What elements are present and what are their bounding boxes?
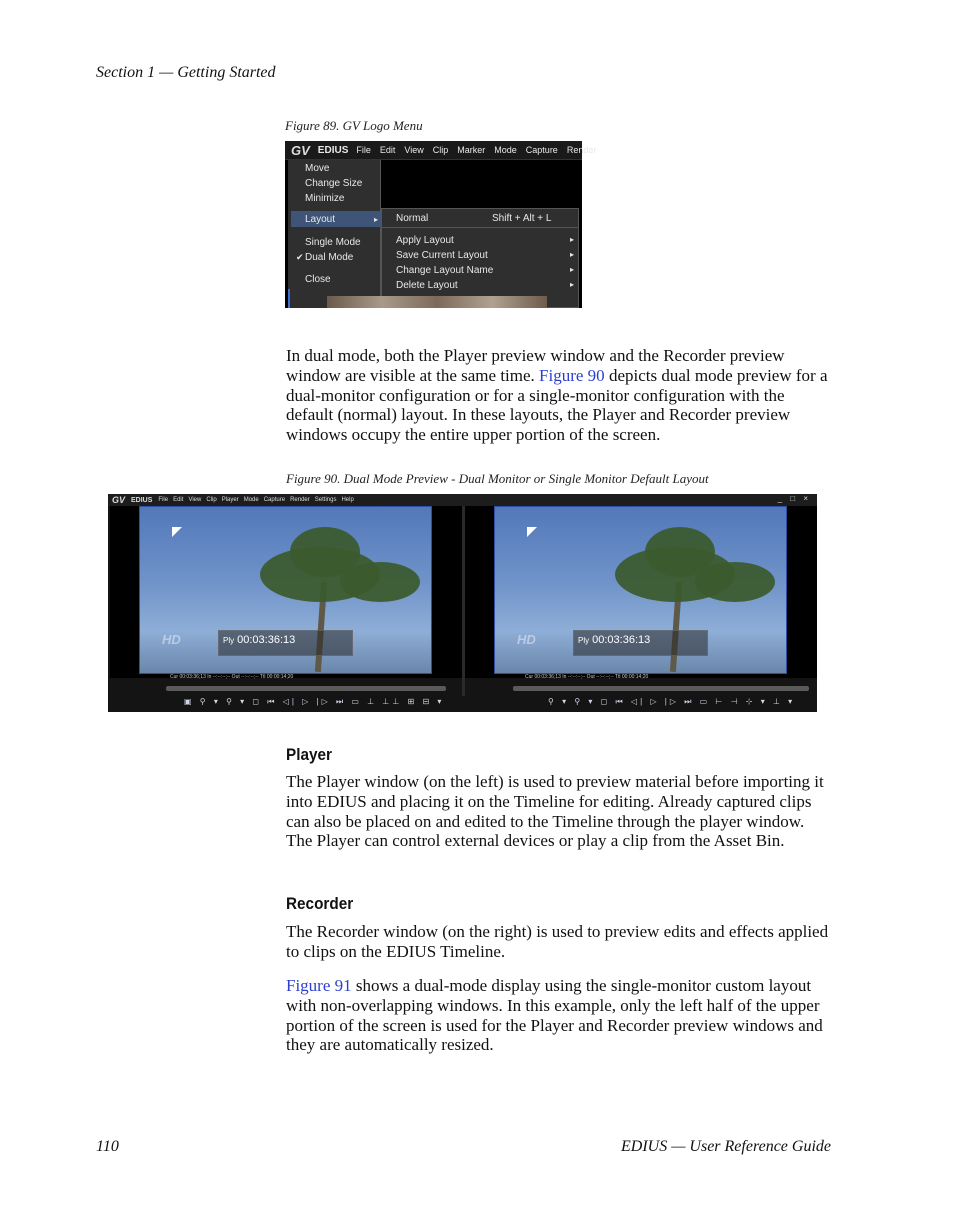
- menu-capture[interactable]: Capture: [263, 497, 286, 503]
- paragraph-dual-mode: [286, 346, 832, 445]
- menu-view[interactable]: View: [188, 497, 202, 503]
- hd-logo: HD: [162, 632, 181, 647]
- submenu-arrow-icon: ▸: [570, 235, 575, 244]
- recorder-controls[interactable]: ⚲ ▾ ⚲ ▾ ◻ ⏮ ◁| ▷ |▷ ⏭ ▭ ⊢ ⊣ ⊹ ▾ ⊥ ▾: [548, 697, 796, 706]
- palm-frond: [695, 562, 775, 602]
- background-image-strip: [327, 296, 547, 308]
- menu-item-close[interactable]: Close: [305, 274, 331, 285]
- page-number: 110: [96, 1138, 119, 1155]
- menu-render[interactable]: Render: [290, 497, 310, 503]
- timecode-label: Ply: [578, 636, 590, 645]
- guide-title: EDIUS — User Reference Guide: [620, 1138, 831, 1155]
- submenu-item-normal[interactable]: Normal: [396, 213, 429, 224]
- palm-frond: [340, 562, 420, 602]
- figure-90-dual-mode-preview: [108, 494, 817, 712]
- check-icon: ✔: [296, 252, 304, 262]
- recorder-video: [494, 506, 787, 674]
- menu-player[interactable]: Player: [221, 497, 239, 503]
- window-controls[interactable]: _ □ ×: [777, 494, 811, 503]
- player-paragraph: The Player window (on the left) is used to preview material before importing it into EDIUS and placing it on the Timeline for editing. Already captured clips can also be placed on and edited to the Timeline through the player window. The Player can control external devices or play a clip from the Asset Bin.: [286, 772, 824, 851]
- menu-item-dual-mode[interactable]: Dual Mode: [305, 252, 354, 263]
- marker-flag-icon: [527, 527, 537, 537]
- submenu-item-apply-layout[interactable]: Apply Layout: [396, 235, 454, 246]
- submenu-arrow-icon: ▸: [570, 280, 575, 289]
- paragraph-text: In dual mode, both the Player preview window and the Recorder preview window are visible at the same time.: [286, 346, 785, 385]
- paragraph-text: depicts dual mode preview for a dual-monitor configuration or for a single-monitor configuration with the default (normal) layout. In these layouts, the Player and Recorder preview windows occupy the entire upper portion of the screen.: [286, 365, 828, 445]
- player-pane: [110, 506, 462, 678]
- recorder-heading: Recorder: [286, 894, 354, 913]
- menu-mode[interactable]: Mode: [243, 497, 259, 503]
- gv-dropdown-menu: [288, 160, 381, 308]
- menu-edit[interactable]: Edit: [173, 497, 184, 503]
- submenu-arrow-icon: ▸: [374, 215, 379, 224]
- menu-render[interactable]: Render: [566, 145, 597, 155]
- menu-file[interactable]: File: [158, 497, 169, 503]
- timecode-value: 00:03:36:13: [592, 634, 651, 646]
- submenu-item-save-current-layout[interactable]: Save Current Layout: [396, 250, 488, 261]
- app-name: EDIUS: [131, 496, 153, 504]
- player-info-row: Cur 00:03:36;13 In --:--:--;-- Out --:--:--;-- Ttl 00:00:14;20: [170, 674, 294, 680]
- figure-91-link[interactable]: Figure 91: [286, 976, 352, 995]
- figure-89-caption: Figure 89. GV Logo Menu: [285, 118, 423, 133]
- player-controls[interactable]: ▣ ⚲ ▾ ⚲ ▾ ◻ ⏮ ◁| ▷ |▷ ⏭ ▭ ⊥ ⊥⊥ ⊞ ⊟ ▾: [184, 697, 445, 706]
- menu-item-single-mode[interactable]: Single Mode: [305, 237, 361, 248]
- submenu-arrow-icon: ▸: [570, 265, 575, 274]
- gv-logo-icon[interactable]: GV: [112, 495, 126, 505]
- shortcut-label: Shift + Alt + L: [492, 213, 552, 224]
- section-header: Section 1 — Getting Started: [96, 64, 276, 81]
- player-heading: Player: [286, 745, 332, 764]
- app-menubar: [285, 141, 597, 160]
- paragraph-text: shows a dual-mode display using the single-monitor custom layout with non-overlapping windows. In this example, only the left half of the upper portion of the screen is used for the Player and Recorder preview windows and they are automatically resized.: [286, 976, 823, 1055]
- paragraph-figure-91: [286, 976, 832, 1055]
- recorder-timecode: [573, 630, 708, 656]
- hd-logo: HD: [517, 632, 536, 647]
- menu-mode[interactable]: Mode: [494, 145, 517, 155]
- figure-90-caption: Figure 90. Dual Mode Preview - Dual Monitor or Single Monitor Default Layout: [286, 471, 709, 486]
- player-scrub-bar[interactable]: [166, 686, 446, 691]
- menu-settings[interactable]: Settings: [314, 497, 337, 503]
- gv-logo-icon[interactable]: GV: [291, 142, 310, 158]
- menu-edit[interactable]: Edit: [379, 145, 396, 155]
- timecode-label: Ply: [223, 636, 235, 645]
- layout-submenu: [381, 208, 579, 308]
- recorder-info-row: Cur 00:03:36;13 In --:--:--;-- Out --:--:--;-- Ttl 00:00:14;20: [525, 674, 649, 680]
- menu-clip[interactable]: Clip: [432, 145, 449, 155]
- menu-file[interactable]: File: [356, 145, 371, 155]
- menu-marker[interactable]: Marker: [457, 145, 486, 155]
- submenu-arrow-icon: ▸: [570, 250, 575, 259]
- window-edge: [288, 289, 290, 308]
- player-timecode: [218, 630, 353, 656]
- figure-89-gv-logo-menu: [285, 141, 597, 308]
- menu-item-move[interactable]: Move: [305, 163, 330, 174]
- player-video: [139, 506, 432, 674]
- timecode-value: 00:03:36:13: [237, 634, 296, 646]
- submenu-separator: [381, 227, 579, 228]
- menu-item-change-size[interactable]: Change Size: [305, 178, 363, 189]
- menu-clip[interactable]: Clip: [206, 497, 217, 503]
- marker-flag-icon: [172, 527, 182, 537]
- menu-item-layout[interactable]: Layout: [305, 214, 336, 225]
- app-name: EDIUS: [317, 144, 349, 156]
- menu-item-minimize[interactable]: Minimize: [305, 193, 345, 204]
- menu-capture[interactable]: Capture: [525, 145, 558, 155]
- app-menubar: [108, 494, 817, 506]
- recorder-paragraph: The Recorder window (on the right) is used to preview edits and effects applied to clips on the EDIUS Timeline.: [286, 922, 829, 961]
- recorder-pane: [465, 506, 817, 678]
- figure-90-link[interactable]: Figure 90: [539, 365, 605, 385]
- menu-view[interactable]: View: [404, 145, 424, 155]
- recorder-scrub-bar[interactable]: [513, 686, 809, 691]
- submenu-item-delete-layout[interactable]: Delete Layout: [396, 280, 458, 291]
- menu-help[interactable]: Help: [341, 497, 354, 503]
- submenu-item-change-layout-name[interactable]: Change Layout Name: [396, 265, 494, 276]
